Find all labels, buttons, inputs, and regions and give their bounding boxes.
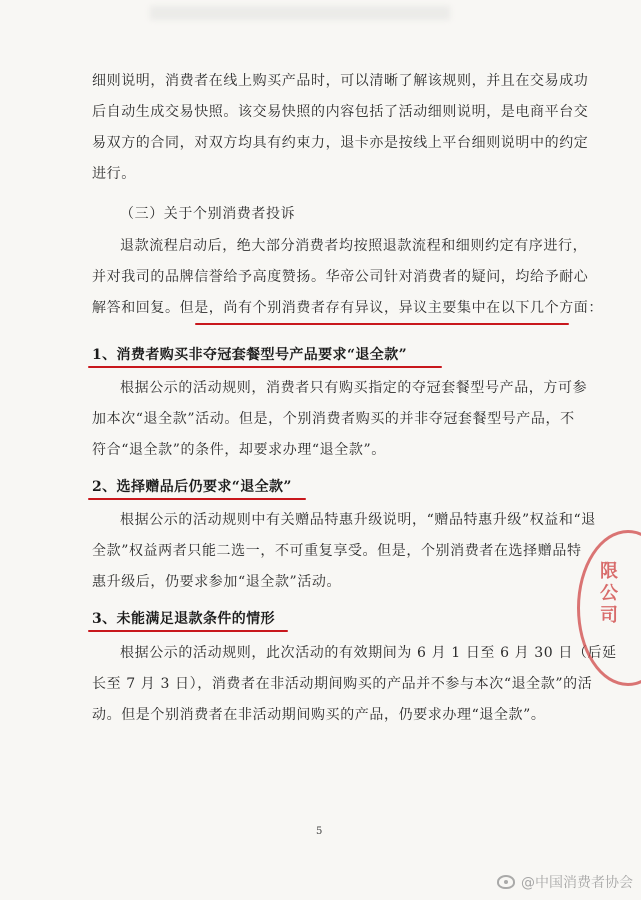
text-line: 解答和回复。但是，尚有个别消费者存有异议，异议主要集中在以下几个方面： — [92, 300, 603, 316]
paragraph-item-2 — [92, 505, 596, 598]
watermark-text: @中国消费者协会 — [521, 875, 633, 891]
text-line: 符合“退全款”的条件，却要求办理“退全款”。 — [92, 442, 386, 458]
section-heading — [92, 199, 592, 230]
text-line: 根据公示的活动规则，此次活动的有效期间为 6 月 1 日至 6 月 30 日（后延 — [120, 645, 617, 661]
paragraph-item-1 — [92, 373, 592, 466]
paragraph-item-3 — [92, 638, 617, 731]
text-line: 加本次“退全款”活动。但是，个别消费者购买的并非夺冠套餐型号产品，不 — [92, 411, 575, 427]
weibo-icon — [497, 875, 515, 889]
text-line: 根据公示的活动规则中有关赠品特惠升级说明，“赠品特惠升级”权益和“退 — [120, 512, 596, 528]
text-line: 并对我司的品牌信誉给予高度赞扬。华帝公司针对消费者的疑问，均给予耐心 — [92, 269, 589, 285]
item-1-underline — [88, 366, 442, 368]
text-line: 进行。 — [92, 166, 136, 182]
text-line: 长至 7 月 3 日），消费者在非活动期间购买的产品并不参与本次“退全款”的活 — [92, 676, 593, 692]
item-2-heading: 2、选择赠品后仍要求“退全款” — [92, 479, 292, 495]
item-3-heading: 3、未能满足退款条件的情形 — [92, 611, 275, 627]
text-line: 动。但是个别消费者在非活动期间购买的产品，仍要求办理“退全款”。 — [92, 707, 546, 723]
text-line: 细则说明，消费者在线上购买产品时，可以清晰了解该规则，并且在交易成功 — [92, 73, 589, 89]
paragraph-rules-explanation — [92, 66, 592, 190]
weibo-watermark — [497, 872, 633, 892]
text-line: 惠升级后，仍要求参加“退全款”活动。 — [92, 574, 342, 590]
paragraph-refund-process — [92, 231, 603, 324]
item-2-underline — [88, 498, 306, 500]
scan-artifact — [150, 6, 450, 20]
text-line: 易双方的合同，对双方均具有约束力，退卡亦是按线上平台细则说明中的约定 — [92, 135, 589, 151]
text-line: 退款流程启动后，绝大部分消费者均按照退款流程和细则约定有序进行， — [120, 238, 588, 254]
section-title: （三）关于个别消费者投诉 — [120, 206, 296, 222]
seal-text: 限公司 — [597, 561, 618, 627]
page-number: 5 — [316, 826, 323, 837]
text-line: 后自动生成交易快照。该交易快照的内容包括了活动细则说明，是电商平台交 — [92, 104, 589, 120]
text-line: 全款”权益两者只能二选一，不可重复享受。但是，个别消费者在选择赠品特 — [92, 543, 582, 559]
item-1-heading: 1、消费者购买非夺冠套餐型号产品要求“退全款” — [92, 347, 408, 363]
text-line: 根据公示的活动规则，消费者只有购买指定的夺冠套餐型号产品，方可参 — [120, 380, 588, 396]
highlight-underline — [195, 323, 569, 325]
item-3-underline — [88, 630, 288, 632]
